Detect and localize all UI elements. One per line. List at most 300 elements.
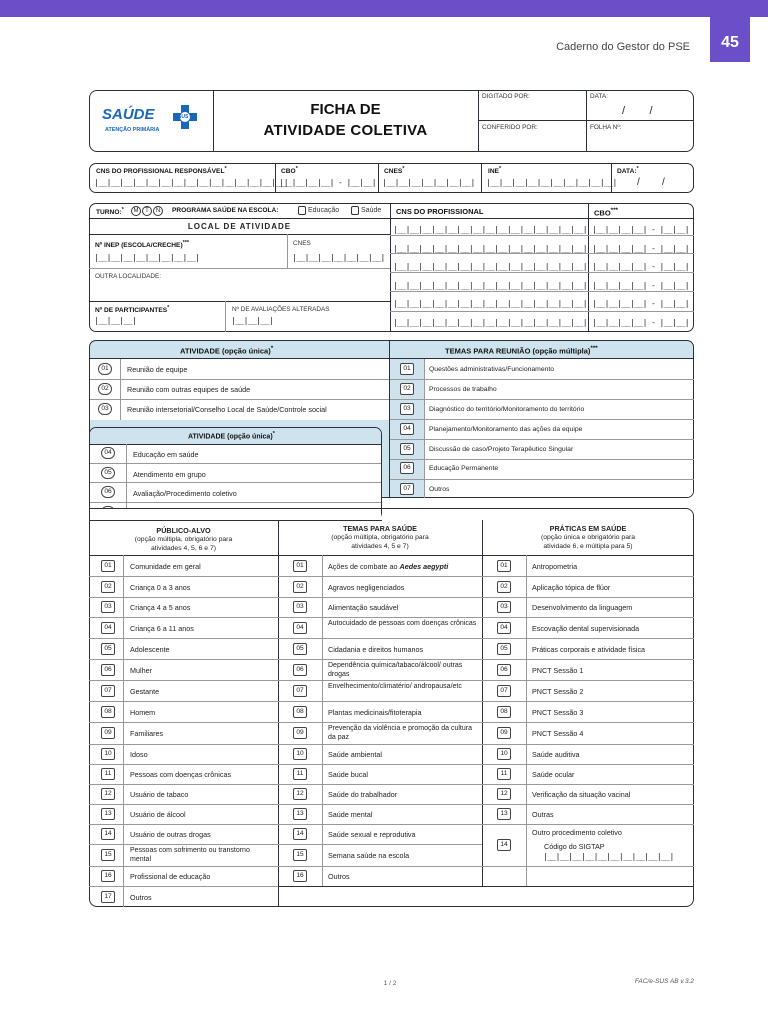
cbo-prof-field[interactable]: |__|__|__|__| - |__|__| <box>592 244 689 253</box>
row-line <box>278 680 482 681</box>
atividade-option-label: Reunião de equipe <box>127 365 188 374</box>
ine-label <box>488 166 501 175</box>
pratica-number[interactable]: 08 <box>497 706 511 718</box>
tema-saude-label: Alimentação saudável <box>328 603 399 612</box>
atividade1-title <box>180 345 273 356</box>
cbo-label <box>281 166 298 175</box>
tema-saude-number[interactable]: 05 <box>293 643 307 655</box>
cns-responsavel-field[interactable]: |__|__|__|__|__|__|__|__|__|__|__|__|__|__|__| <box>94 178 288 187</box>
title-divider-left <box>213 90 214 152</box>
row-line <box>89 701 278 702</box>
pratica-number[interactable]: 06 <box>497 664 511 676</box>
row-line <box>482 617 694 618</box>
row-line <box>390 459 694 460</box>
row-line <box>278 824 482 825</box>
local-hline-2 <box>89 234 390 235</box>
tema-saude-number[interactable]: 10 <box>293 748 307 760</box>
publico-label: Idoso <box>130 750 148 759</box>
prof-hline <box>390 253 694 254</box>
local-cnes-field[interactable]: |__|__|__|__|__|__|__| <box>292 253 385 262</box>
tema-saude-number[interactable]: 03 <box>293 601 307 613</box>
col-divider-1 <box>278 520 279 907</box>
block-top-line <box>89 520 382 521</box>
publico-label: Pessoas com doenças crônicas <box>130 770 232 779</box>
publico-label: Usuário de álcool <box>130 810 186 819</box>
publico-number[interactable]: 04 <box>101 622 115 634</box>
inep-label <box>95 240 189 249</box>
row-line <box>390 479 694 480</box>
atividade-option-number[interactable]: 06 <box>101 486 115 498</box>
cns-responsavel-label <box>96 166 227 175</box>
pratica-label: Saúde auditiva <box>532 750 580 759</box>
digitado-por-label[interactable]: DIGITADO POR: <box>482 93 530 100</box>
cns-responsavel-text: CNS DO PROFISSIONAL RESPONSÁVEL <box>96 168 225 176</box>
publico-number[interactable]: 08 <box>101 706 115 718</box>
publico-label: Homem <box>130 708 156 717</box>
tema-reuniao-number[interactable]: 01 <box>400 363 414 375</box>
temas-saude-title: TEMAS PARA SAÚDE <box>343 524 417 533</box>
publico-number[interactable]: 12 <box>101 788 115 800</box>
publico-number[interactable]: 09 <box>101 727 115 739</box>
row-line <box>89 597 278 598</box>
turno-m-option[interactable]: M <box>131 206 141 216</box>
tema-reuniao-number[interactable]: 02 <box>400 383 414 395</box>
cns-prof-field[interactable]: |__|__|__|__|__|__|__|__|__|__|__|__|__|__|__| <box>393 281 587 290</box>
tema-saude-label: Saúde bucal <box>328 770 368 779</box>
pratica-label: Outro procedimento coletivo <box>532 828 622 837</box>
row-line <box>278 744 482 745</box>
form-title-line2: ATIVIDADE COLETIVA <box>263 122 428 139</box>
pratica-label: Antropometria <box>532 562 578 571</box>
pratica-number[interactable]: 02 <box>497 581 511 593</box>
praticas-sub2: atividade 6, e múltipla para 5) <box>543 543 633 550</box>
tema-01-prefix: Ações de combate ao <box>328 562 398 571</box>
pratica-label: Escovação dental supervisionada <box>532 624 640 633</box>
row-line <box>482 638 694 639</box>
row-line <box>89 886 278 887</box>
cnes-field[interactable]: |__|__|__|__|__|__|__| <box>382 178 475 187</box>
row-line <box>278 701 482 702</box>
cbo-field[interactable]: |__|__|__|__| - |__|__| <box>279 178 376 187</box>
tema-saude-label: Agravos negligenciados <box>328 583 405 592</box>
title-divider-right <box>478 90 479 152</box>
row-line <box>89 866 278 867</box>
pratica-label: PNCT Sessão 4 <box>532 729 584 738</box>
row-line <box>482 597 694 598</box>
atividade-option-label: Reunião intersetorial/Conselho Local de Saúde/Controle social <box>127 405 327 414</box>
prof-hline <box>390 235 694 236</box>
tema-saude-number[interactable]: 02 <box>293 581 307 593</box>
temas-num-col <box>322 555 323 887</box>
required-mark: * <box>270 345 274 352</box>
row-line <box>278 844 482 845</box>
temas-saude-sub2: atividades 4, 5 e 7) <box>351 543 409 550</box>
required-mark: * <box>121 207 124 213</box>
tema-saude-number[interactable]: 09 <box>293 727 307 739</box>
tema-saude-number[interactable]: 16 <box>293 870 307 882</box>
turno-n-option[interactable]: N <box>153 206 163 216</box>
temas-reuniao-title <box>445 345 598 356</box>
row-line <box>482 701 694 702</box>
row-line <box>482 764 694 765</box>
praticas-title: PRÁTICAS EM SAÚDE <box>549 524 627 533</box>
header-line <box>89 555 694 556</box>
cns-profissional-heading: CNS DO PROFISSIONAL <box>396 207 484 216</box>
data-text: DATA: <box>617 168 637 176</box>
prof-hline <box>390 291 694 292</box>
pratica-number[interactable]: 03 <box>497 601 511 613</box>
pratica-label: PNCT Sessão 3 <box>532 708 584 717</box>
pratica-number[interactable]: 12 <box>497 788 511 800</box>
required-mark: *** <box>182 240 190 246</box>
atividade-option-label: Avaliação/Procedimento coletivo <box>133 489 237 498</box>
required-mark: *** <box>610 207 618 214</box>
pratica-number[interactable]: 11 <box>497 768 511 780</box>
cns-prof-field[interactable]: |__|__|__|__|__|__|__|__|__|__|__|__|__|__|__| <box>393 225 587 234</box>
tema-saude-label: Saúde sexual e reprodutiva <box>328 830 416 839</box>
tema-saude-label <box>328 562 448 571</box>
publico-label: Criança 4 a 5 anos <box>130 603 191 612</box>
publico-label: Criança 0 a 3 anos <box>130 583 191 592</box>
participantes-text: Nº DE PARTICIPANTES <box>95 307 168 315</box>
turno-t-option[interactable]: T <box>142 206 152 216</box>
row-line <box>278 722 482 723</box>
participantes-field[interactable]: |__|__|__| <box>94 316 137 325</box>
row-line <box>482 576 694 577</box>
pse-label: PROGRAMA SAÚDE NA ESCOLA: <box>172 207 279 214</box>
row-line <box>482 659 694 660</box>
tema-saude-label: Saúde do trabalhador <box>328 790 398 799</box>
sigtap-label: Código do SIGTAP <box>544 842 605 851</box>
turno-label <box>96 207 124 216</box>
row-line <box>89 784 278 785</box>
logo-badge: SUS <box>178 114 189 120</box>
praticas-header <box>482 524 694 551</box>
atividade-option-number[interactable]: 04 <box>101 447 115 459</box>
tema-reuniao-number[interactable]: 06 <box>400 462 414 474</box>
publico-number[interactable]: 10 <box>101 748 115 760</box>
pratica-label: Práticas corporais e atividade física <box>532 645 646 654</box>
cns-prof-field[interactable]: |__|__|__|__|__|__|__|__|__|__|__|__|__|__|__| <box>393 262 587 271</box>
cnes-label <box>384 166 404 175</box>
atividade-option-label: Educação em saúde <box>133 450 199 459</box>
publico-num-col <box>123 555 124 907</box>
publico-number[interactable]: 16 <box>101 870 115 882</box>
row-line <box>278 576 482 577</box>
saude-logo <box>102 104 198 138</box>
pratica-number[interactable]: 09 <box>497 727 511 739</box>
tema-01-emph: Aedes aegypti <box>399 562 449 571</box>
row-line <box>482 784 694 785</box>
pratica-number[interactable]: 01 <box>497 560 511 572</box>
atv2-head-line <box>89 444 382 445</box>
publico-number[interactable]: 17 <box>101 891 115 903</box>
tema-reuniao-label: Diagnóstico do território/Monitoramento do território <box>429 406 585 413</box>
cns-prof-field[interactable]: |__|__|__|__|__|__|__|__|__|__|__|__|__|__|__| <box>393 299 587 308</box>
row-line <box>278 866 482 867</box>
tema-reuniao-number[interactable]: 07 <box>400 483 414 495</box>
row-line <box>89 659 278 660</box>
outra-localidade-field[interactable]: OUTRA LOCALIDADE: <box>95 273 162 280</box>
tema-reuniao-label: Educação Permanente <box>429 465 499 472</box>
publico-sub2: atividades 4, 5, 6 e 7) <box>151 545 216 552</box>
atividade2-title-text: ATIVIDADE (opção única) <box>188 433 273 441</box>
local-cnes-label: CNES <box>293 240 311 247</box>
publico-number[interactable]: 11 <box>101 768 115 780</box>
publico-label: Profissional de educação <box>130 872 211 881</box>
cbo-heading <box>594 207 618 218</box>
required-mark: * <box>167 305 170 311</box>
praticas-num-col <box>526 555 527 887</box>
publico-number[interactable]: 15 <box>101 849 115 861</box>
local-hline-3 <box>89 268 390 269</box>
tema-saude-label: Saúde mental <box>328 810 373 819</box>
publico-title: PÚBLICO-ALVO <box>156 526 211 535</box>
tema-reuniao-label: Questões administrativas/Funcionamento <box>429 366 555 373</box>
pratica-number[interactable]: 14 <box>497 839 511 851</box>
publico-label: Adolescente <box>130 645 170 654</box>
row-line <box>482 680 694 681</box>
required-mark: * <box>402 166 405 172</box>
row-line <box>278 638 482 639</box>
publico-number[interactable]: 14 <box>101 828 115 840</box>
atividade-option-label: Atendimento em grupo <box>133 470 206 479</box>
row-line <box>278 659 482 660</box>
required-mark: * <box>295 166 298 172</box>
atividade1-title-text: ATIVIDADE (opção única) <box>180 346 271 356</box>
publico-label: Comunidade em geral <box>130 562 201 571</box>
row-line <box>89 638 278 639</box>
pratica-number[interactable]: 07 <box>497 685 511 697</box>
row-line <box>278 886 482 887</box>
row-line <box>482 722 694 723</box>
row-line <box>482 744 694 745</box>
tema-saude-label: Saúde ambiental <box>328 750 382 759</box>
row-line <box>90 463 381 464</box>
tema-saude-label: Semana saúde na escola <box>328 851 410 860</box>
publico-number[interactable]: 03 <box>101 601 115 613</box>
row-line <box>278 804 482 805</box>
atividade-option-label: Reunião com outras equipes de saúde <box>127 385 251 394</box>
ine-text: INE <box>488 168 499 176</box>
pratica-number[interactable]: 04 <box>497 622 511 634</box>
control-date-slashes[interactable]: / / <box>622 105 653 117</box>
temas-reuniao-title-text: TEMAS PARA REUNIÃO (opção múltipla) <box>445 346 591 356</box>
tema-saude-number[interactable]: 07 <box>293 685 307 697</box>
part-divider <box>225 301 226 332</box>
cbo-prof-field[interactable]: |__|__|__|__| - |__|__| <box>592 262 689 271</box>
conferido-por-label[interactable]: CONFERIDO POR: <box>482 124 538 131</box>
pse-educacao-checkbox[interactable] <box>298 206 306 215</box>
publico-label: Criança 6 a 11 anos <box>130 624 194 633</box>
cnes-text: CNES <box>384 168 403 176</box>
row-line <box>482 824 694 825</box>
required-mark: * <box>224 166 227 172</box>
row-line <box>89 824 278 825</box>
pratica-number[interactable]: 10 <box>497 748 511 760</box>
publico-label: Mulher <box>130 666 152 675</box>
publico-label: Gestante <box>130 687 160 696</box>
participantes-label <box>95 305 169 314</box>
cbo-prof-field[interactable]: |__|__|__|__| - |__|__| <box>592 225 689 234</box>
cbo-prof-field[interactable]: |__|__|__|__| - |__|__| <box>592 299 689 308</box>
publico-label: Familiares <box>130 729 164 738</box>
page-indicator: 1 / 2 <box>383 980 397 987</box>
data-label <box>617 166 639 175</box>
row-line <box>90 399 389 400</box>
cbo-prof-field[interactable]: |__|__|__|__| - |__|__| <box>592 281 689 290</box>
block-top-cover <box>90 509 381 520</box>
row-line <box>89 844 278 845</box>
publico-number[interactable]: 06 <box>101 664 115 676</box>
row-line <box>390 379 694 380</box>
page-number: 45 <box>721 34 739 51</box>
row-line <box>278 617 482 618</box>
cns-prof-field[interactable]: |__|__|__|__|__|__|__|__|__|__|__|__|__|__|__| <box>393 318 587 327</box>
atividade-option-number[interactable]: 01 <box>98 363 112 375</box>
tema-reuniao-label: Processos de trabalho <box>429 386 497 393</box>
pratica-label: PNCT Sessão 1 <box>532 666 584 675</box>
required-mark: *** <box>590 345 598 352</box>
tema-saude-label: Cidadania e direitos humanos <box>328 645 424 654</box>
prof-divider-3 <box>481 163 482 193</box>
control-date-label[interactable]: DATA: <box>590 93 608 100</box>
publico-number[interactable]: 05 <box>101 643 115 655</box>
folha-label[interactable]: FOLHA Nº: <box>590 124 622 131</box>
required-mark: * <box>636 166 639 172</box>
tema-saude-label: Outros <box>328 872 350 881</box>
document-subtitle: Caderno do Gestor do PSE <box>556 41 690 53</box>
cns-prof-field[interactable]: |__|__|__|__|__|__|__|__|__|__|__|__|__|__|__| <box>393 244 587 253</box>
temas-saude-header <box>278 524 482 551</box>
tema-saude-number[interactable]: 12 <box>293 788 307 800</box>
local-hline-1 <box>89 218 694 219</box>
row-line <box>278 784 482 785</box>
cbo-text: CBO <box>281 168 296 176</box>
prof-hline <box>390 311 694 312</box>
top-band <box>0 0 768 17</box>
atividade2-title <box>188 431 275 440</box>
publico-label: Usuário de tabaco <box>130 790 189 799</box>
pse-educacao-label: Educação <box>308 207 340 214</box>
row-line <box>278 764 482 765</box>
atv-num-col <box>120 358 121 420</box>
local-atividade-heading: LOCAL DE ATIVIDADE <box>187 222 292 231</box>
row-line <box>90 482 381 483</box>
tema-reuniao-label: Outros <box>429 486 450 493</box>
form-version: FAC/e-SUS AB v.3.2 <box>634 978 694 985</box>
atv-head-line <box>89 358 694 359</box>
local-hline-4 <box>89 301 390 302</box>
tema-saude-number[interactable]: 13 <box>293 808 307 820</box>
publico-number[interactable]: 02 <box>101 581 115 593</box>
tema-saude-number[interactable]: 15 <box>293 849 307 861</box>
prof-divider-2 <box>378 163 379 193</box>
pratica-label: PNCT Sessão 2 <box>532 687 584 696</box>
control-hdivider <box>478 120 694 121</box>
publico-sub1: (opção múltipla, obrigatório para <box>134 536 233 543</box>
row-line <box>482 886 694 887</box>
pratica-number[interactable]: 05 <box>497 643 511 655</box>
logo-tagline: ATENÇÃO PRIMÁRIA <box>105 127 160 133</box>
row-line <box>89 764 278 765</box>
prof-hline <box>390 272 694 273</box>
sigtap-field[interactable]: |__|__|__|__|__|__|__|__|__|__| <box>543 852 674 861</box>
pratica-label: Saúde ocular <box>532 770 575 779</box>
tema-saude-number[interactable]: 08 <box>293 706 307 718</box>
tema-saude-number[interactable]: 04 <box>293 622 307 634</box>
pratica-label: Aplicação tópica de flúor <box>532 583 611 592</box>
local-divider <box>390 203 391 332</box>
tema-saude-label: Prevenção da violência e promoção da cultura da paz <box>328 725 472 741</box>
atividade-option-number[interactable]: 03 <box>98 403 112 415</box>
atividade-option-number[interactable]: 05 <box>101 467 115 479</box>
inep-text: Nº INEP (ESCOLA/CRECHE) <box>95 242 183 250</box>
tema-saude-label: Envelhecimento/climatério/ andropausa/etc <box>328 683 462 690</box>
atividade-option-number[interactable]: 02 <box>98 383 112 395</box>
publico-number[interactable]: 13 <box>101 808 115 820</box>
tema-saude-number[interactable]: 14 <box>293 828 307 840</box>
form-title-line1: FICHA DE <box>310 101 381 118</box>
cbo-heading-text: CBO <box>594 208 611 218</box>
tema-saude-number[interactable]: 06 <box>293 664 307 676</box>
row-line <box>90 502 381 503</box>
data-field[interactable]: / / <box>637 177 665 188</box>
pratica-label: Outras <box>532 810 554 819</box>
row-line <box>89 617 278 618</box>
publico-header <box>89 526 278 553</box>
tema-saude-number[interactable]: 01 <box>293 560 307 572</box>
publico-label: Pessoas com sofrimento ou transtorno mental <box>130 847 250 863</box>
avaliacoes-field[interactable]: |__|__|__| <box>231 316 274 325</box>
praticas-sub1: (opção única e obrigatório para <box>540 534 636 541</box>
inep-divider <box>287 234 288 268</box>
ine-field[interactable]: |__|__|__|__|__|__|__|__|__|__| <box>486 178 617 187</box>
tema-saude-number[interactable]: 11 <box>293 768 307 780</box>
pse-saude-label: Saúde <box>361 207 382 214</box>
pse-saude-checkbox[interactable] <box>351 206 359 215</box>
publico-number[interactable]: 07 <box>101 685 115 697</box>
row-line <box>278 597 482 598</box>
tema-reuniao-number[interactable]: 03 <box>400 403 414 415</box>
tema-saude-label: Plantas medicinais/fitoterapia <box>328 708 422 717</box>
row-line <box>482 804 694 805</box>
pratica-label: Desenvolvimento da linguagem <box>532 603 633 612</box>
turno-text: TURNO: <box>96 209 122 217</box>
publico-number[interactable]: 01 <box>101 560 115 572</box>
pratica-label: Verificação da situação vacinal <box>532 790 631 799</box>
avaliacoes-label: Nº DE AVALIAÇÕES ALTERADAS <box>232 306 330 313</box>
row-line <box>482 866 694 867</box>
tema-reuniao-number[interactable]: 04 <box>400 423 414 435</box>
row-line <box>89 804 278 805</box>
publico-label: Outros <box>130 893 152 902</box>
row-line <box>89 576 278 577</box>
inep-field[interactable]: |__|__|__|__|__|__|__|__| <box>94 253 200 262</box>
pratica-number[interactable]: 13 <box>497 808 511 820</box>
row-line <box>89 722 278 723</box>
row-line <box>390 399 694 400</box>
cbo-prof-field[interactable]: |__|__|__|__| - |__|__| <box>592 318 689 327</box>
row-line <box>390 439 694 440</box>
tema-reuniao-label: Discussão de caso/Projeto Terapêutico Singular <box>429 446 574 453</box>
required-mark: * <box>499 166 502 172</box>
temas-saude-sub1: (opção múltipla, obrigatório para <box>331 534 429 541</box>
tema-reuniao-number[interactable]: 05 <box>400 443 414 455</box>
row-line <box>90 379 389 380</box>
row-line <box>390 419 694 420</box>
tema-reuniao-label: Planejamento/Monitoramento das ações da equipe <box>429 426 583 433</box>
